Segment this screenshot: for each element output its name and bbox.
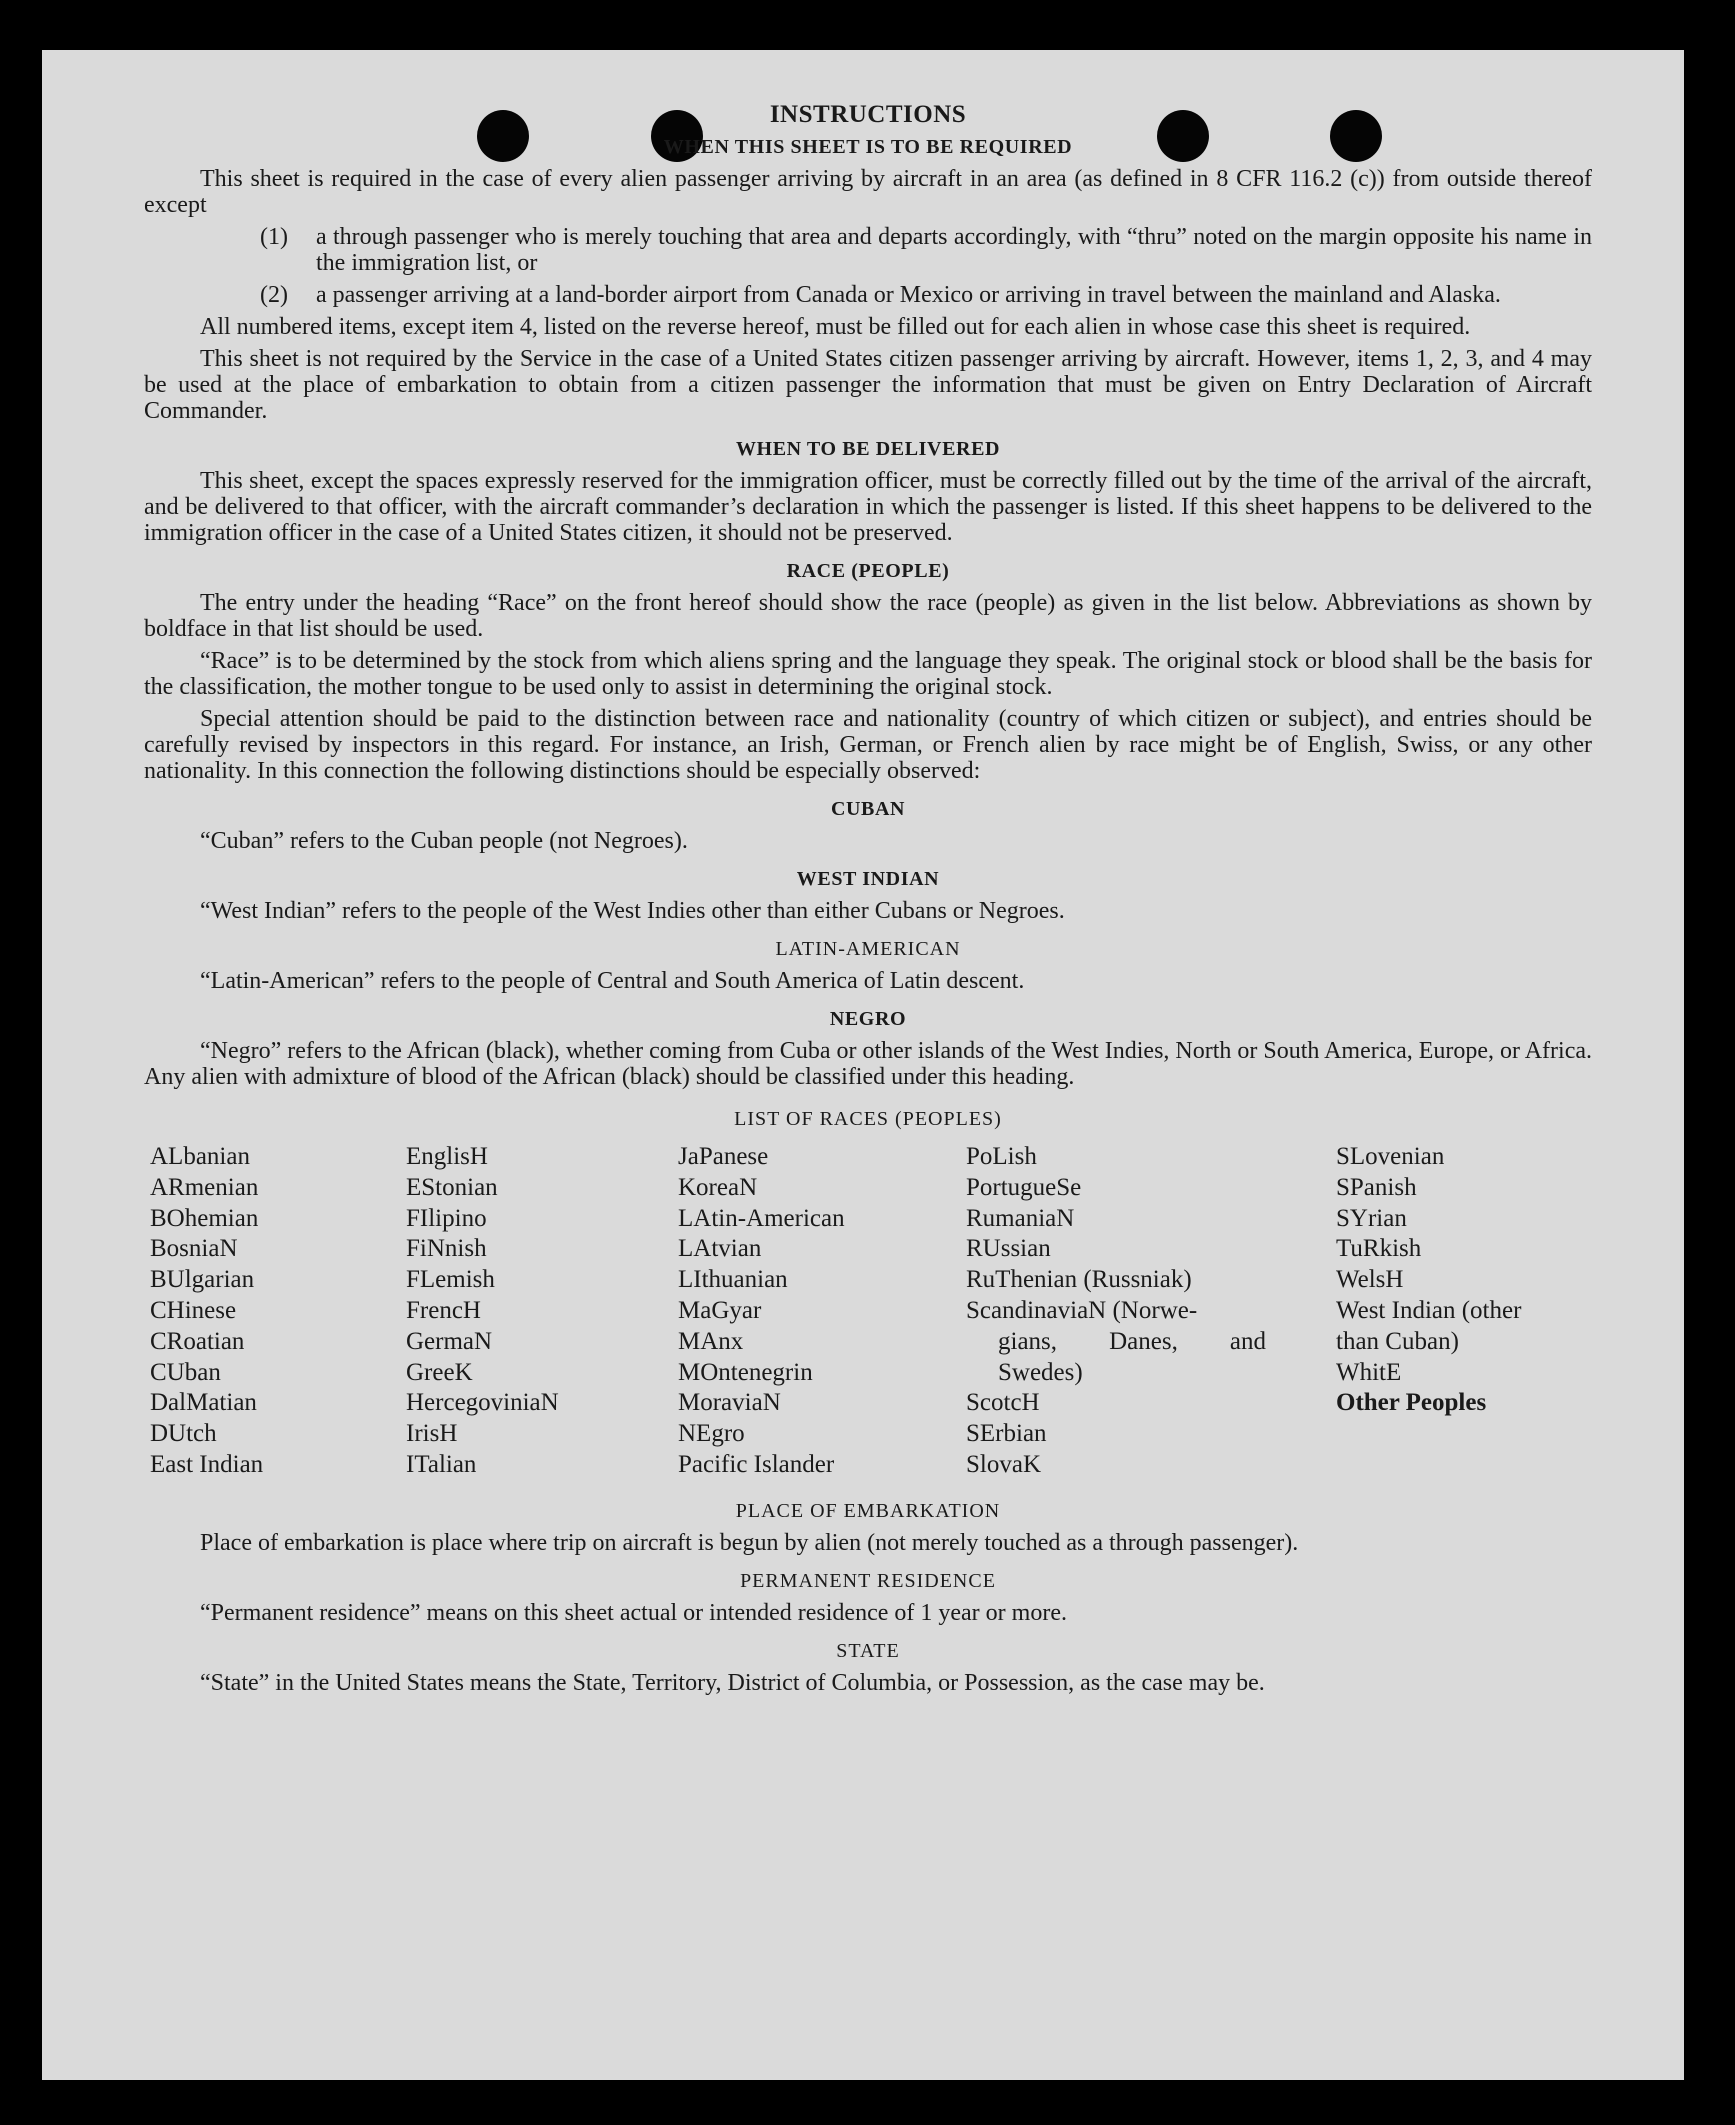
heading-cuban: CUBAN — [830, 798, 906, 820]
race-entry: TuRkish — [1336, 1235, 1422, 1263]
race-entry: MAnx — [678, 1327, 744, 1355]
heading-race: RACE (PEOPLE) — [786, 560, 950, 582]
races-column-3 — [678, 1142, 845, 1481]
race-entry: Pacific Islander — [678, 1450, 835, 1478]
race-entry: CHinese — [150, 1296, 237, 1324]
race-entry: ALbanian — [150, 1143, 250, 1170]
race-entry: than Cuban) — [1336, 1327, 1459, 1355]
race-entry: PortugueSe — [966, 1173, 1082, 1201]
paragraph-negro: “Negro” refers to the African (black), whether coming from Cuba or other islands of the West Indies, North or South America, Europe, or Africa. Any alien with admixture of blood of the African (black) should be classified under this heading. — [144, 1038, 1592, 1090]
race-entry: FiNnish — [406, 1235, 487, 1263]
race-entry: ARmenian — [150, 1173, 259, 1201]
race-entry: RUssian — [966, 1235, 1051, 1263]
list-item-text: a passenger arriving at a land-border airport from Canada or Mexico or arriving in travel between the mainland and Alaska. — [316, 282, 1501, 308]
race-entry: BosniaN — [150, 1235, 238, 1263]
race-entry: BOhemian — [150, 1204, 259, 1232]
document-body — [144, 102, 1592, 1696]
paragraph-numbered-items: All numbered items, except item 4, listed on the reverse hereof, must be filled out for each alien in whose case this sheet is required. — [200, 314, 1471, 340]
document-sheet — [42, 50, 1684, 2080]
race-entry: WelsH — [1336, 1266, 1404, 1294]
list-item — [144, 282, 1592, 308]
race-entry: Swedes) — [998, 1358, 1083, 1386]
race-entry: GermaN — [406, 1327, 493, 1355]
paragraph-cuban: “Cuban” refers to the Cuban people (not Negroes). — [200, 828, 688, 854]
race-entry: gians, Danes, and — [998, 1327, 1266, 1355]
race-entry: FLemish — [406, 1266, 495, 1294]
race-entry: JaPanese — [678, 1143, 769, 1170]
race-entry: ITalian — [406, 1450, 477, 1478]
races-column-1 — [150, 1142, 263, 1481]
race-entry: LAtvian — [678, 1235, 762, 1263]
race-entry: MOntenegrin — [678, 1358, 813, 1386]
race-entry: East Indian — [150, 1450, 264, 1478]
race-entry: ScotcH — [966, 1389, 1040, 1417]
race-entry: ScandinaviaN (Norwe- — [966, 1296, 1198, 1324]
race-entry: IrisH — [406, 1420, 458, 1448]
paragraph-intro: This sheet is required in the case of every alien passenger arriving by aircraft in an area (as defined in 8 CFR 116.2 (c)) from outside thereof except — [144, 166, 1592, 218]
race-entry: SYrian — [1336, 1204, 1407, 1232]
race-entry: EnglisH — [406, 1143, 488, 1170]
list-item-text: a through passenger who is merely touching that area and departs accordingly, with “thru” noted on the margin opposite his name in the immigration list, or — [316, 224, 1592, 276]
race-entry: West Indian (other — [1336, 1296, 1522, 1324]
race-entry: PoLish — [966, 1143, 1037, 1170]
heading-when-required: WHEN THIS SHEET IS TO BE REQUIRED — [663, 136, 1073, 158]
race-entry: CRoatian — [150, 1327, 245, 1355]
list-item-number: (2) — [260, 282, 288, 308]
heading-state: STATE — [836, 1640, 900, 1662]
race-entry: BUlgarian — [150, 1266, 255, 1294]
races-list — [144, 1142, 1592, 1492]
race-entry: NEgro — [678, 1420, 745, 1448]
paragraph-race-stock: “Race” is to be determined by the stock from which aliens spring and the language they speak. The original stock or blood shall be the basis for the classification, the mother tongue to be used only to assist in determining the original stock. — [144, 648, 1592, 700]
paragraph-race-nationality: Special attention should be paid to the distinction between race and nationality (country of which citizen or subject), and entries should be carefully revised by inspectors in this regard. For instance, an Irish, German, or French alien by race might be of English, Swiss, or any other nationality. In this connection the following distinctions should be especially observed: — [144, 706, 1592, 784]
race-entry: RuThenian (Russniak) — [966, 1266, 1192, 1294]
paragraph-race-entry: The entry under the heading “Race” on the front hereof should show the race (people) as given in the list below. Abbreviations as shown by boldface in that list should be used. — [144, 590, 1592, 642]
race-entry: FrencH — [406, 1296, 481, 1324]
heading-negro: NEGRO — [829, 1008, 907, 1030]
heading-when-delivered: WHEN TO BE DELIVERED — [735, 438, 1001, 460]
race-entry: SErbian — [966, 1420, 1047, 1448]
paragraph-latin-american: “Latin-American” refers to the people of Central and South America of Latin descent. — [200, 968, 1025, 994]
heading-west-indian: WEST INDIAN — [796, 868, 940, 890]
paragraph-delivery: This sheet, except the spaces expressly reserved for the immigration officer, must be correctly filled out by the time of the arrival of the aircraft, and be delivered to that officer, with the aircraft commander’s declaration in which the passenger is listed. If this sheet happens to be delivered to the immigration officer in the case of a United States citizen, it should not be preserved. — [144, 468, 1592, 546]
race-entry: FIlipino — [406, 1204, 487, 1232]
race-entry: EStonian — [406, 1173, 498, 1201]
races-column-2 — [406, 1142, 559, 1481]
paragraph-west-indian: “West Indian” refers to the people of the West Indies other than either Cubans or Negroes. — [200, 898, 1065, 924]
page-title: INSTRUCTIONS — [769, 101, 967, 128]
race-entry: RumaniaN — [966, 1204, 1075, 1232]
races-column-4 — [966, 1142, 1266, 1481]
race-entry: SPanish — [1336, 1173, 1417, 1201]
race-entry: SlovaK — [966, 1450, 1041, 1478]
paragraph-state: “State” in the United States means the State, Territory, District of Columbia, or Possession, as the case may be. — [200, 1670, 1265, 1696]
heading-latin-american: LATIN-AMERICAN — [775, 938, 961, 960]
race-entry: CUban — [150, 1358, 221, 1386]
paragraph-citizen: This sheet is not required by the Service in the case of a United States citizen passenger arriving by aircraft. However, items 1, 2, 3, and 4 may be used at the place of embarkation to obtain from a citizen passenger the information that must be given on Entry Declaration of Aircraft Commander. — [144, 346, 1592, 424]
race-entry: GreeK — [406, 1358, 473, 1386]
race-entry: Other Peoples — [1336, 1389, 1487, 1417]
race-entry: WhitE — [1336, 1358, 1402, 1386]
race-entry: DUtch — [150, 1420, 217, 1448]
race-entry: LAtin-American — [678, 1204, 845, 1232]
race-entry: MoraviaN — [678, 1389, 781, 1417]
race-entry: DalMatian — [150, 1389, 257, 1417]
race-entry: KoreaN — [678, 1173, 758, 1201]
paragraph-permanent-residence: “Permanent residence” means on this sheet actual or intended residence of 1 year or more. — [200, 1600, 1067, 1626]
race-entry: SLovenian — [1336, 1143, 1445, 1170]
heading-list-of-races: LIST OF RACES (PEOPLES) — [734, 1108, 1002, 1130]
list-item — [144, 224, 1592, 276]
race-entry: HercegoviniaN — [406, 1389, 559, 1417]
races-column-5 — [1336, 1142, 1521, 1419]
race-entry: MaGyar — [678, 1296, 762, 1324]
race-entry: LIthuanian — [678, 1266, 788, 1294]
paragraph-embarkation: Place of embarkation is place where trip on aircraft is begun by alien (not merely touched as a through passenger). — [200, 1530, 1299, 1556]
heading-embarkation: PLACE OF EMBARKATION — [735, 1500, 1001, 1522]
heading-permanent-residence: PERMANENT RESIDENCE — [740, 1570, 996, 1592]
list-item-number: (1) — [260, 224, 288, 250]
